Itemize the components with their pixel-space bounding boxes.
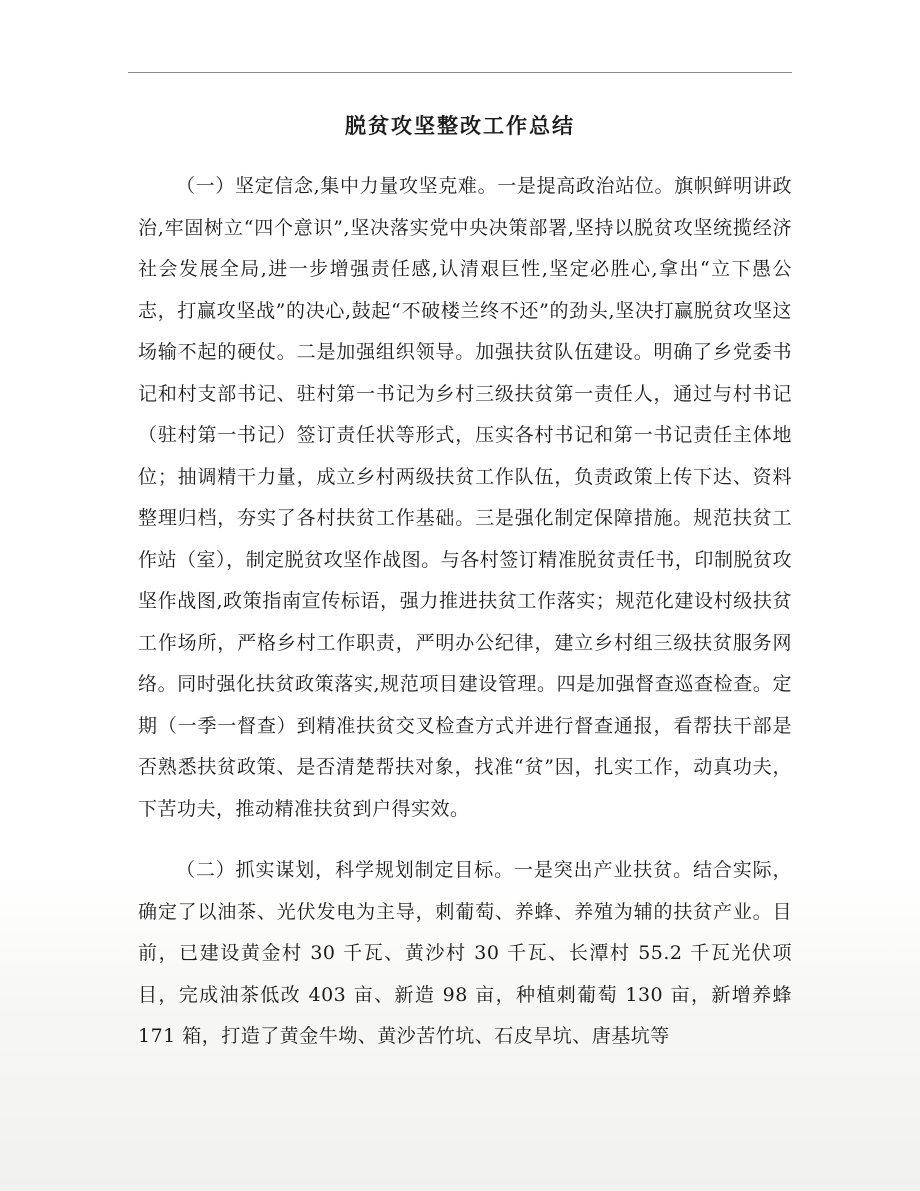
document-body bbox=[138, 166, 792, 1058]
paragraph-1: （一）坚定信念,集中力量攻坚克难。一是提高政治站位。旗帜鲜明讲政治,牢固树立“四个意识”,坚决落实党中央决策部署,坚持以脱贫攻坚统揽经济社会发展全局,进一步增强责任感,认清艰巨性,坚定必胜心,拿出“立下愚公志，打赢攻坚战”的决心,鼓起“不破楼兰终不还”的劲头,坚决打赢脱贫攻坚这场输不起的硬仗。二是加强组织领导。加强扶贫队伍建设。明确了乡党委书记和村支部书记、驻村第一书记为乡村三级扶贫第一责任人，通过与村书记（驻村第一书记）签订责任状等形式，压实各村书记和第一书记责任主体地位；抽调精干力量，成立乡村两级扶贫工作队伍，负责政策上传下达、资料整理归档，夯实了各村扶贫工作基础。三是强化制定保障措施。规范扶贫工作站（室），制定脱贫攻坚作战图。与各村签订精准脱贫责任书，印制脱贫攻坚作战图,政策指南宣传标语，强力推进扶贫工作落实；规范化建设村级扶贫工作场所，严格乡村工作职责，严明办公纪律，建立乡村组三级扶贫服务网络。同时强化扶贫政策落实,规范项目建设管理。四是加强督查巡查检查。定期（一季一督查）到精准扶贫交叉检查方式并进行督查通报，看帮扶干部是否熟悉扶贫政策、是否清楚帮扶对象，找准“贫”因，扎实工作，动真功夫，下苦功夫，推动精准扶贫到户得实效。 bbox=[138, 175, 792, 820]
document-title: 脱贫攻坚整改工作总结 bbox=[345, 113, 575, 138]
header-rule bbox=[128, 72, 792, 73]
paragraph-2: （二）抓实谋划，科学规划制定目标。一是突出产业扶贫。结合实际，确定了以油茶、光伏发电为主导，刺葡萄、养蜂、养殖为辅的扶贫产业。目前，已建设黄金村 30 千瓦、黄沙村 30 千瓦、长潭村 55.2 千瓦光伏项目，完成油茶低改 403 亩、新造 98 亩，种植刺葡萄 130 亩，新增养蜂 171 箱，打造了黄金牛坳、黄沙苦竹坑、石皮旱坑、唐基坑等 bbox=[138, 859, 792, 1047]
